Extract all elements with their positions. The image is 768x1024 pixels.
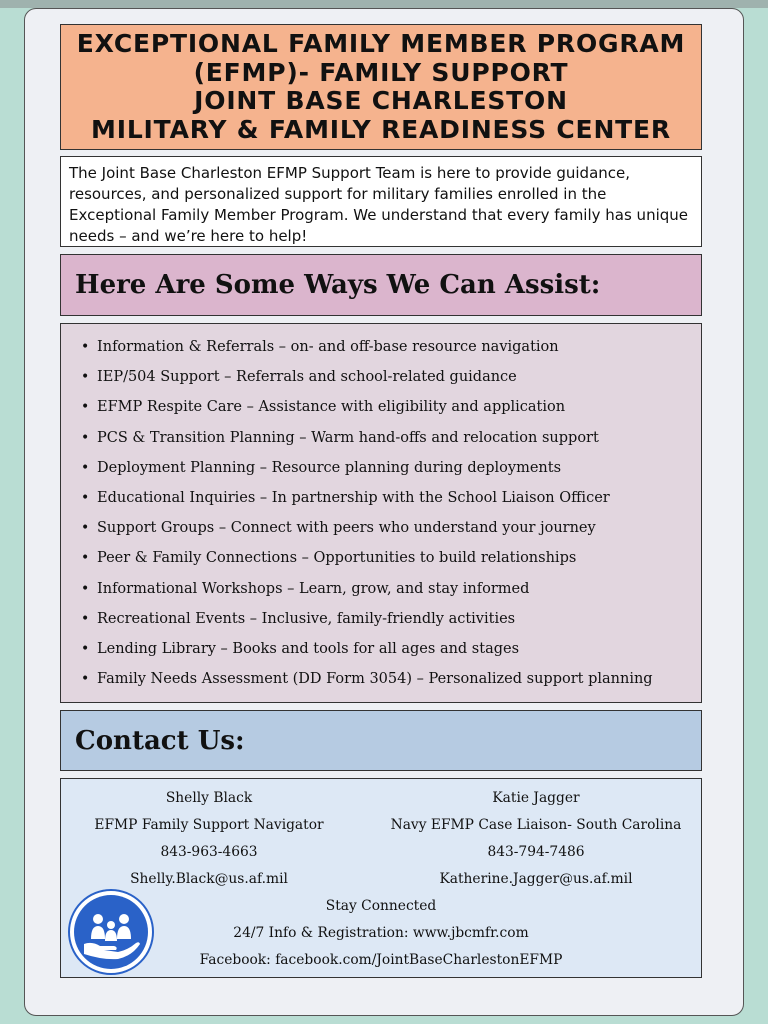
info-registration-link[interactable]: 24/7 Info & Registration: www.jbcmfr.com	[233, 925, 529, 941]
assist-heading: Here Are Some Ways We Can Assist:	[75, 270, 601, 300]
contact-heading: Contact Us:	[75, 725, 245, 756]
list-item: • Informational Workshops – Learn, grow, and stay informed	[81, 574, 701, 604]
contact-role: Navy EFMP Case Liaison- South Carolina	[390, 817, 682, 833]
facebook-link[interactable]: Facebook: facebook.com/JointBaseCharlestonEFMP	[199, 952, 563, 968]
contact-box	[60, 778, 702, 978]
assist-heading-box	[60, 254, 702, 316]
title-line-3: JOINT BASE CHARLESTON	[194, 86, 568, 115]
stay-connected-block	[61, 893, 701, 974]
contact-name: Shelly Black	[165, 790, 253, 806]
services-list	[81, 332, 701, 694]
list-item: • Educational Inquiries – In partnership with the School Liaison Officer	[81, 483, 701, 513]
list-item: • Information & Referrals – on- and off-base resource navigation	[81, 332, 701, 362]
intro-text: The Joint Base Charleston EFMP Support Team is here to provide guidance, resources, and personalized support for military families enrolled in the Exceptional Family Member Program. We understand that every family has unique needs – and we’re here to help!	[60, 156, 702, 247]
contact-role: EFMP Family Support Navigator	[94, 817, 324, 833]
list-item: • PCS & Transition Planning – Warm hand-offs and relocation support	[81, 423, 701, 453]
list-item: • Deployment Planning – Resource planning during deployments	[81, 453, 701, 483]
contact-name: Katie Jagger	[492, 790, 580, 806]
list-item: • Family Needs Assessment (DD Form 3054) – Personalized support planning	[81, 664, 701, 694]
contact-right	[371, 785, 701, 893]
title-line-4: MILITARY & FAMILY READINESS CENTER	[91, 114, 671, 144]
contact-email[interactable]: Katherine.Jagger@us.af.mil	[439, 871, 633, 887]
list-item: • Recreational Events – Inclusive, family-friendly activities	[81, 604, 701, 634]
top-band	[0, 0, 768, 8]
list-item: • Support Groups – Connect with peers who understand your journey	[81, 513, 701, 543]
contact-phone[interactable]: 843-963-4663	[160, 844, 258, 860]
contact-phone[interactable]: 843-794-7486	[487, 844, 585, 860]
list-item: • Lending Library – Books and tools for all ages and stages	[81, 634, 701, 664]
contact-email[interactable]: Shelly.Black@us.af.mil	[130, 871, 288, 887]
list-item: • IEP/504 Support – Referrals and school-related guidance	[81, 362, 701, 392]
services-list-box	[60, 323, 702, 703]
title-line-1: EXCEPTIONAL FAMILY MEMBER PROGRAM	[76, 29, 686, 58]
contact-heading-box	[60, 710, 702, 771]
title-line-2: (EFMP)- FAMILY SUPPORT	[193, 57, 569, 87]
list-item: • EFMP Respite Care – Assistance with eligibility and application	[81, 392, 701, 422]
family-in-hand-icon	[68, 889, 154, 975]
stay-connected-label: Stay Connected	[325, 898, 437, 914]
contact-left	[61, 785, 357, 893]
title-box	[60, 24, 702, 150]
list-item: • Peer & Family Connections – Opportunities to build relationships	[81, 543, 701, 573]
